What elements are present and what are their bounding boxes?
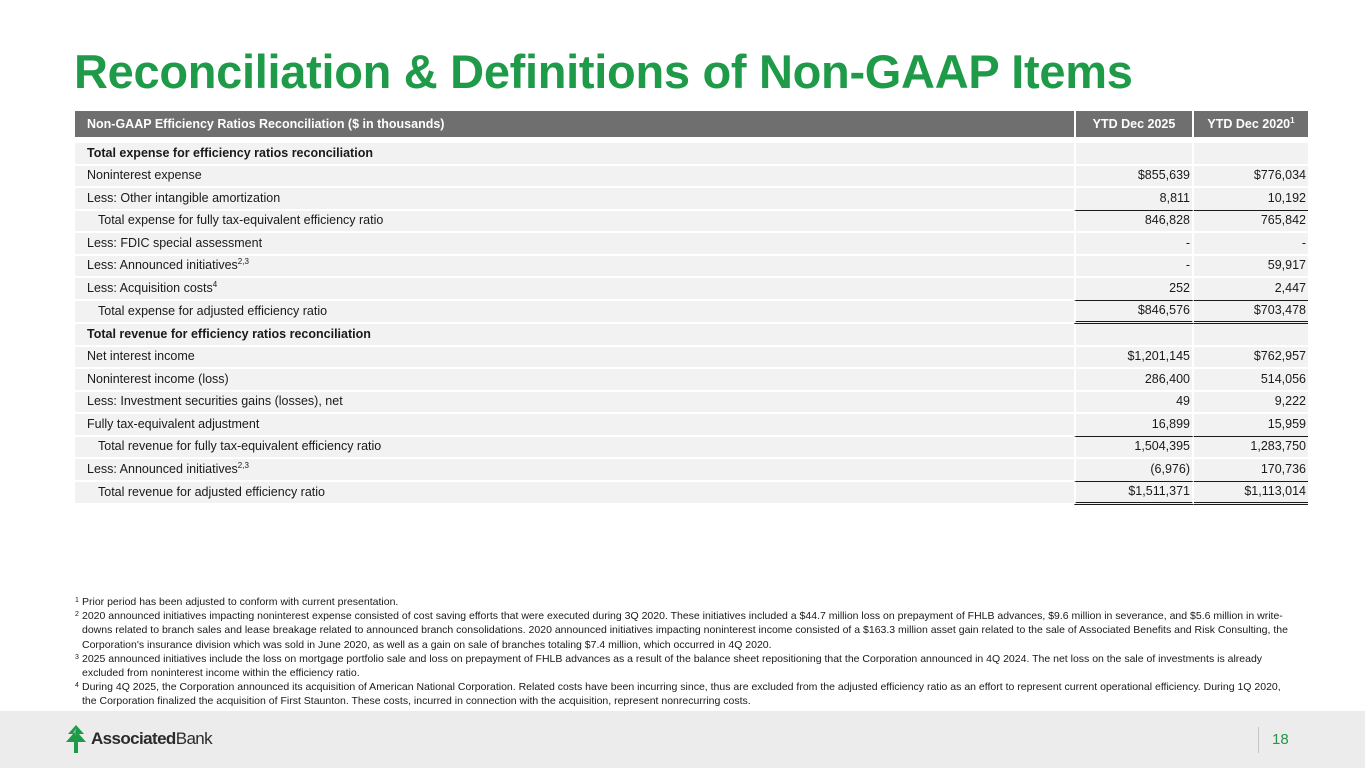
row-label: Fully tax-equivalent adjustment: [75, 414, 1074, 437]
associated-bank-logo: [64, 724, 212, 754]
footnote-ref: 4: [212, 279, 218, 289]
value-2025: $855,639: [1074, 166, 1194, 189]
value-2020: 2,447: [1194, 278, 1308, 301]
footnote: [75, 595, 1295, 609]
table-row: [75, 459, 1308, 482]
row-label: Less: Investment securities gains (losses), net: [75, 392, 1074, 415]
footnote: [75, 609, 1295, 652]
footnote-marker: 2: [75, 611, 79, 619]
value-2020: 514,056: [1194, 369, 1308, 392]
row-label: Total expense for fully tax-equivalent efficiency ratio: [75, 211, 1074, 234]
value-2020: $762,957: [1194, 347, 1308, 370]
table-row: [75, 437, 1308, 460]
value-2020: -: [1194, 233, 1308, 256]
row-label-cell: [75, 278, 1074, 301]
value-2025: 8,811: [1074, 188, 1194, 211]
table-row: [75, 211, 1308, 234]
table-row: [75, 256, 1308, 279]
value-2025: 49: [1074, 392, 1194, 415]
value-2025: 16,899: [1074, 414, 1194, 437]
row-label: Total expense for efficiency ratios reconciliation: [75, 143, 1074, 166]
row-label: Total revenue for adjusted efficiency ratio: [75, 482, 1074, 506]
value-2025: 252: [1074, 278, 1194, 301]
value-2025: [1074, 324, 1194, 347]
row-label: Net interest income: [75, 347, 1074, 370]
table-row: [75, 233, 1308, 256]
table-row: [75, 166, 1308, 189]
value-2025: [1074, 143, 1194, 166]
row-label: Total expense for adjusted efficiency ratio: [75, 301, 1074, 325]
footnote-marker: 4: [75, 682, 79, 690]
footnote-text: During 4Q 2025, the Corporation announced its acquisition of American National Corporation. Related costs have been incurring since, thus are excluded from the adjusted efficiency ratio as an effort to represent current operational efficiency. During 1Q 2020, the Corporation finalized the acquisition of First Staunton. These costs, incurred in connection with the acquisition, represent nonrecurring costs.: [82, 681, 1281, 708]
footnote-ref: 2,3: [237, 257, 249, 267]
row-label: Noninterest income (loss): [75, 369, 1074, 392]
value-2025: $1,201,145: [1074, 347, 1194, 370]
row-label: Noninterest expense: [75, 166, 1074, 189]
row-label: Less: Acquisition costs: [87, 280, 213, 295]
row-label: Total revenue for efficiency ratios reconciliation: [75, 324, 1074, 347]
table-row: [75, 369, 1308, 392]
table-header-row: [75, 111, 1308, 137]
value-2020: 59,917: [1194, 256, 1308, 279]
value-2020: 15,959: [1194, 414, 1308, 437]
table-row: [75, 324, 1308, 347]
table-row: [75, 278, 1308, 301]
value-2020: 9,222: [1194, 392, 1308, 415]
footnote-ref: 2,3: [237, 460, 249, 470]
footnote-text: 2020 announced initiatives impacting noninterest expense consisted of cost saving efforts that were executed during 3Q 2020. These initiatives included a $44.7 million loss on prepayment of FHLB advances, $9.6 million in severance, and $5.6 million in write-downs related to branch sales and lease breakage related to announced branch consolidations. 2020 announced initiatives impacting noninterest income consisted of a $163.3 million asset gain related to the sale of Associated Benefits and Risk Consulting, the Corporation's insurance division which was sold in June 2020, as well as a gain on sale of branches totaling $7.4 million, which occurred in 4Q 2020.: [82, 610, 1288, 651]
table-row: [75, 392, 1308, 415]
value-2025: $846,576: [1074, 301, 1194, 325]
value-2025: 286,400: [1074, 369, 1194, 392]
row-label: Less: Announced initiatives: [87, 461, 238, 476]
brand-name-regular: Bank: [175, 729, 213, 748]
row-label: Less: Announced initiatives: [87, 258, 238, 273]
value-2020: $1,113,014: [1194, 482, 1308, 506]
value-2020: [1194, 143, 1308, 166]
page-title: Reconciliation & Definitions of Non-GAAP Items: [74, 45, 1133, 98]
column-header-ytd-2020: [1194, 111, 1308, 137]
tree-logo-icon: [64, 725, 88, 753]
table-row: [75, 482, 1308, 506]
footnote-ref: 1: [1290, 115, 1295, 125]
value-2020: 10,192: [1194, 188, 1308, 211]
value-2020: [1194, 324, 1308, 347]
table-row: [75, 414, 1308, 437]
column-header-ytd-2020-label: YTD Dec 2020: [1207, 117, 1291, 131]
value-2020: $776,034: [1194, 166, 1308, 189]
footnote-text: Prior period has been adjusted to conform with current presentation.: [82, 596, 399, 608]
footnote: [75, 652, 1295, 680]
efficiency-reconciliation-table: [75, 111, 1308, 505]
table-row: [75, 301, 1308, 325]
footnote-marker: 3: [75, 653, 79, 661]
value-2020: $703,478: [1194, 301, 1308, 325]
value-2025: -: [1074, 256, 1194, 279]
column-header-ytd-2025: YTD Dec 2025: [1074, 111, 1194, 137]
table-row: [75, 188, 1308, 211]
footnote: [75, 680, 1295, 708]
value-2025: 846,828: [1074, 211, 1194, 234]
footer-divider: [1258, 727, 1259, 753]
row-label: Total revenue for fully tax-equivalent efficiency ratio: [75, 437, 1074, 460]
row-label: Less: Other intangible amortization: [75, 188, 1074, 211]
value-2025: $1,511,371: [1074, 482, 1194, 506]
row-label: Less: FDIC special assessment: [75, 233, 1074, 256]
brand-name: [91, 729, 212, 749]
value-2025: 1,504,395: [1074, 437, 1194, 460]
row-label-cell: [75, 256, 1074, 279]
table-row: [75, 347, 1308, 370]
page-number: 18: [1272, 731, 1289, 748]
table-row: [75, 143, 1308, 166]
table-header-label: Non-GAAP Efficiency Ratios Reconciliation ($ in thousands): [75, 111, 1074, 137]
footnote-marker: 1: [75, 597, 79, 604]
footnote-text: 2025 announced initiatives include the loss on mortgage portfolio sale and loss on prepayment of FHLB advances as a result of the balance sheet repositioning that the Corporation announced in 4Q 2024. The net loss on the sale of investments is already excluded from noninterest income within the efficiency ratio.: [82, 652, 1263, 680]
value-2020: 765,842: [1194, 211, 1308, 234]
brand-name-bold: Associated: [91, 729, 176, 748]
footnotes: [75, 595, 1295, 709]
value-2025: -: [1074, 233, 1194, 256]
value-2025: (6,976): [1074, 459, 1194, 482]
value-2020: 1,283,750: [1194, 437, 1308, 460]
row-label-cell: [75, 459, 1074, 482]
value-2020: 170,736: [1194, 459, 1308, 482]
